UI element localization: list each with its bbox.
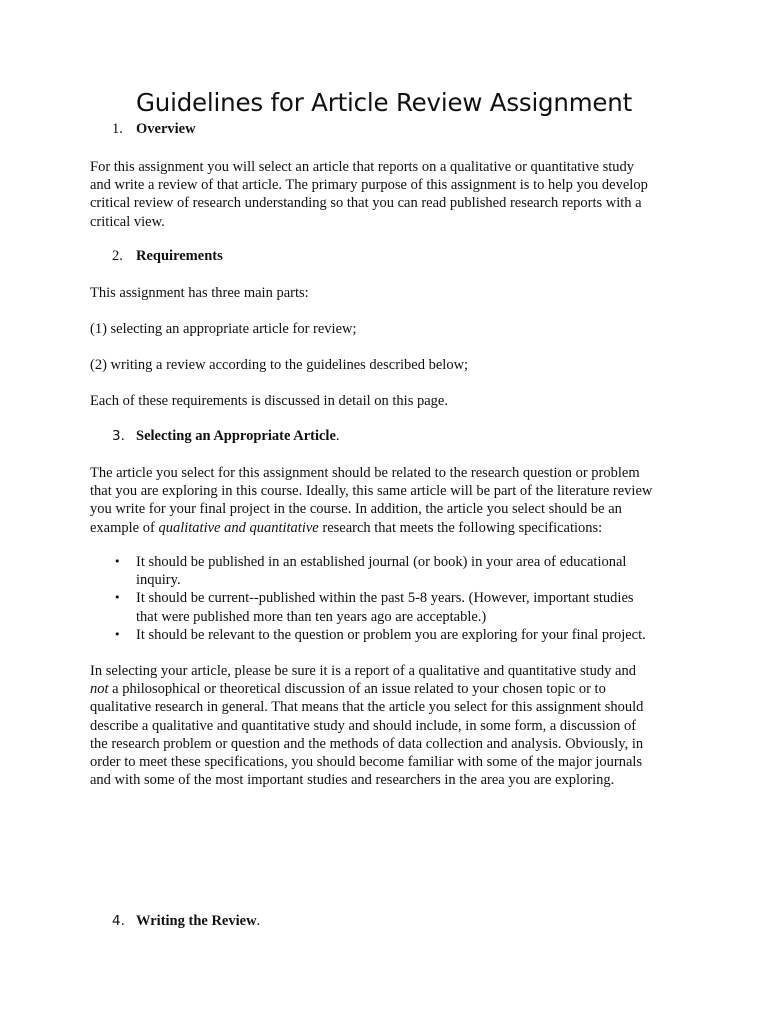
bullet-icon: • <box>114 555 121 568</box>
list-item <box>90 589 690 625</box>
section-label-suffix: . <box>335 428 340 444</box>
requirements-part-1: (1) selecting an appropriate article for review; <box>90 321 357 337</box>
emphasis-text: qualitative and quantitative <box>158 519 319 536</box>
list-item-line: It should be published in an established journal (or book) in your area of educational <box>136 554 627 570</box>
paragraph-line: order to meet these specifications, you should become familiar with some of the major journals <box>90 754 643 771</box>
document-title: Guidelines for Article Review Assignment <box>135 88 633 117</box>
selecting-paragraph-2 <box>90 662 690 789</box>
section-heading-selecting <box>112 428 340 445</box>
paragraph-line: you write for your final project in the course. In addition, the article you select should be an <box>90 501 622 518</box>
bullet-icon: • <box>114 627 121 641</box>
paragraph-line: and with some of the most important studies and researchers in the area you are exploring. <box>90 772 615 789</box>
section-heading-overview <box>112 121 196 138</box>
text-run: a philosophical or theoretical discussion of an issue related to your chosen topic or to <box>108 681 606 698</box>
section-number: 3. <box>112 428 125 444</box>
list-item <box>90 553 690 589</box>
paragraph-line: critical view. <box>90 213 165 230</box>
text-run: research that meets the following specifications: <box>318 519 603 536</box>
paragraph-line <box>90 519 690 537</box>
list-item-line: It should be current--published within the past 5-8 years. (However, important studies <box>136 590 634 607</box>
requirements-intro: This assignment has three main parts: <box>90 285 309 301</box>
section-number: 4. <box>112 913 125 929</box>
list-item <box>90 626 690 644</box>
emphasis-text: not <box>90 681 109 698</box>
list-item-line: It should be relevant to the question or problem you are exploring for your final project. <box>136 626 646 643</box>
bullet-icon: • <box>114 591 121 605</box>
list-item-line: that were published more than ten years ago are acceptable.) <box>136 608 487 625</box>
paragraph-line <box>90 680 690 698</box>
paragraph-line: critical review of research understanding so that you can read published research reports with a <box>90 195 642 212</box>
overview-paragraph <box>90 158 690 231</box>
section-label: Writing the Review <box>136 913 257 929</box>
paragraph-line: For this assignment you will select an article that reports on a qualitative or quantitative study <box>90 159 635 175</box>
section-label: Selecting an Appropriate Article <box>136 428 336 444</box>
section-label-suffix: . <box>256 913 261 929</box>
section-number: 2. <box>112 248 123 264</box>
paragraph-line: the research problem or question and the methods of data collection and analysis. Obviously, in <box>90 735 644 752</box>
section-number: 1. <box>112 121 123 137</box>
section-heading-requirements <box>112 248 223 265</box>
paragraph-line: In selecting your article, please be sure it is a report of a qualitative and quantitative study and <box>90 663 636 679</box>
section-label: Overview <box>136 121 196 137</box>
paragraph-line: describe a qualitative and quantitative study and should include, in some form, a discussion of <box>90 717 637 734</box>
section-label: Requirements <box>136 248 223 264</box>
list-item-line: inquiry. <box>136 572 181 589</box>
paragraph-line: qualitative research in general. That means that the article you select for this assignment should <box>90 699 644 716</box>
requirements-part-2: (2) writing a review according to the guidelines described below; <box>90 357 469 373</box>
selecting-paragraph <box>90 464 690 537</box>
requirements-closing: Each of these requirements is discussed in detail on this page. <box>90 393 448 409</box>
section-heading-writing <box>112 913 260 930</box>
paragraph-line: The article you select for this assignment should be related to the research question or problem <box>90 465 640 481</box>
paragraph-line: and write a review of that article. The primary purpose of this assignment is to help you develop <box>90 177 648 194</box>
text-run: example of <box>90 519 159 536</box>
paragraph-line: that you are exploring in this course. Ideally, this same article will be part of the literature review <box>90 483 653 500</box>
specifications-list <box>90 553 690 644</box>
